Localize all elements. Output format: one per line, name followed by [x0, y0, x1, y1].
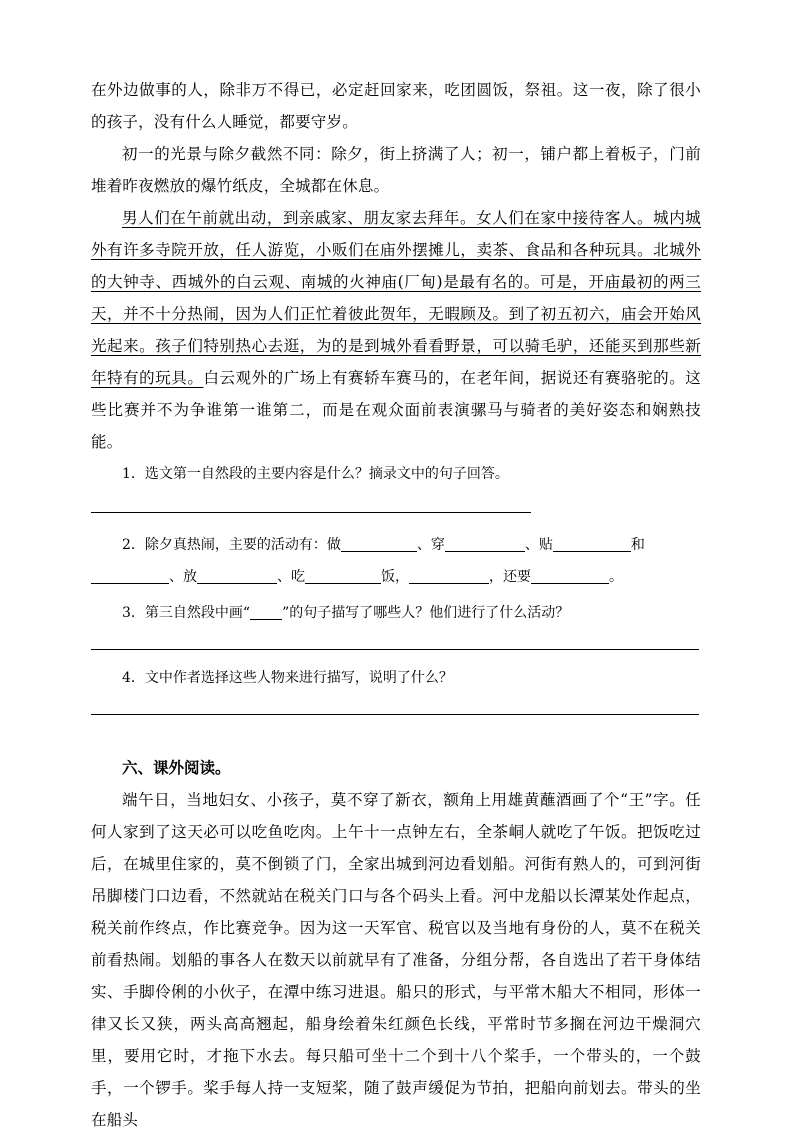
q2-text-i: 。 — [609, 569, 623, 585]
q2-blank-1[interactable] — [341, 535, 417, 552]
passage-paragraph-3-rest: 白云观外的广场上有赛轿车赛马的，在老年间，据说还有赛骆驼的。这些比赛并不为争谁第一谁第二，而是在观众面前表演骡马与骑者的美好姿态和娴熟技能。 — [91, 369, 701, 451]
q2-text-h: ，还要 — [489, 569, 531, 585]
question-4: 4．文中作者选择这些人物来进行描写，说明了什么？ — [122, 670, 453, 686]
q3-text-b: ”的句子描写了哪些人？他们进行了什么活动？ — [282, 605, 570, 621]
q2-blank-4[interactable] — [91, 567, 169, 584]
q2-text-b: 、穿 — [416, 537, 445, 553]
section-6-title: 六、课外阅读。 — [122, 758, 231, 777]
q2-text-g: 饭， — [381, 569, 409, 585]
q2-text-a: 2．除夕真热闹，主要的活动有：做 — [122, 537, 341, 553]
q2-blank-7[interactable] — [409, 567, 489, 584]
section-6-paragraph: 端午日，当地妇女、小孩子，莫不穿了新衣，额角上用雄黄蘸酒画了个“王”字。任何人家到了这天必可以吃鱼吃肉。上午十一点钟左右，全茶峒人就吃了午饭。把饭吃过后，在城里住家的，莫不倒锁了门，全家出城到河边看划船。河街有熟人的，可到河街吊脚楼门口边看，不然就站在税关门口与各个码头上看。河中龙船以长潭某处作起点，税关前作终点，作比赛竞争。因为这一天军官、税官以及当地有身份的人，莫不在税关前看热闹。划船的事各人在数天以前就早有了准备，分组分帮，各自选出了若干身体结实、手脚伶俐的小伙子，在潭中练习进退。船只的形式，与平常木船大不相同，形体一律又长又狭，两头高高翘起，船身绘着朱红颜色长线，平常时节多搁在河边干燥洞穴里，要用它时，才拖下水去。每只船可坐十二个到十八个桨手，一个带头的，一个鼓手，一个锣手。桨手每人持一支短桨，随了鼓声缓促为节拍，把船向前划去。带头的坐在船头 — [91, 791, 701, 1129]
document-page — [91, 74, 701, 1136]
underlined-sentences: 男人们在午前就出动，到亲戚家、朋友家去拜年。女人们在家中接待客人。城内城外有许多寺院开放，任人游览，小贩们在庙外摆摊儿，卖茶、食品和各种玩具。北城外的大钟寺、西城外的白云观、南城的火神庙(厂甸)是最有名的。可是，开庙最初的两三天，并不十分热闹，因为人们正忙着彼此贺年，无暇顾及。到了初五初六，庙会开始风光起来。孩子们特别热心去逛，为的是到城外看看野景，可以骑毛驴，还能买到那些新年特有的玩具。 — [91, 209, 701, 387]
question-3 — [91, 597, 701, 629]
q3-underline-sample — [250, 605, 282, 620]
q2-text-e: 、放 — [169, 569, 197, 585]
passage-paragraph-2: 初一的光景与除夕截然不同：除夕，街上挤满了人；初一，铺户都上着板子，门前堆着昨夜燃放的爆竹纸皮，全城都在休息。 — [91, 145, 701, 195]
q2-blank-6[interactable] — [305, 567, 381, 584]
q2-blank-2[interactable] — [445, 535, 525, 552]
passage-paragraph-1: 在外边做事的人，除非万不得已，必定赶回家来，吃团圆饭，祭祖。这一夜，除了很小的孩子，没有什么人睡觉，都要守岁。 — [91, 81, 701, 131]
question-2-line-1 — [91, 529, 701, 561]
q2-blank-8[interactable] — [531, 567, 609, 584]
q3-text-a: 3．第三自然段中画“ — [122, 605, 251, 621]
question-2-line-2 — [91, 561, 701, 593]
question-1: 1．选文第一自然段的主要内容是什么？摘录文中的句子回答。 — [122, 466, 509, 482]
passage-paragraph-3 — [91, 202, 701, 458]
q2-text-d: 和 — [630, 537, 645, 553]
q2-blank-5[interactable] — [197, 567, 277, 584]
q2-blank-3[interactable] — [553, 535, 631, 552]
q2-text-f: 、吃 — [277, 569, 305, 585]
q2-text-c: 、贴 — [524, 537, 553, 553]
